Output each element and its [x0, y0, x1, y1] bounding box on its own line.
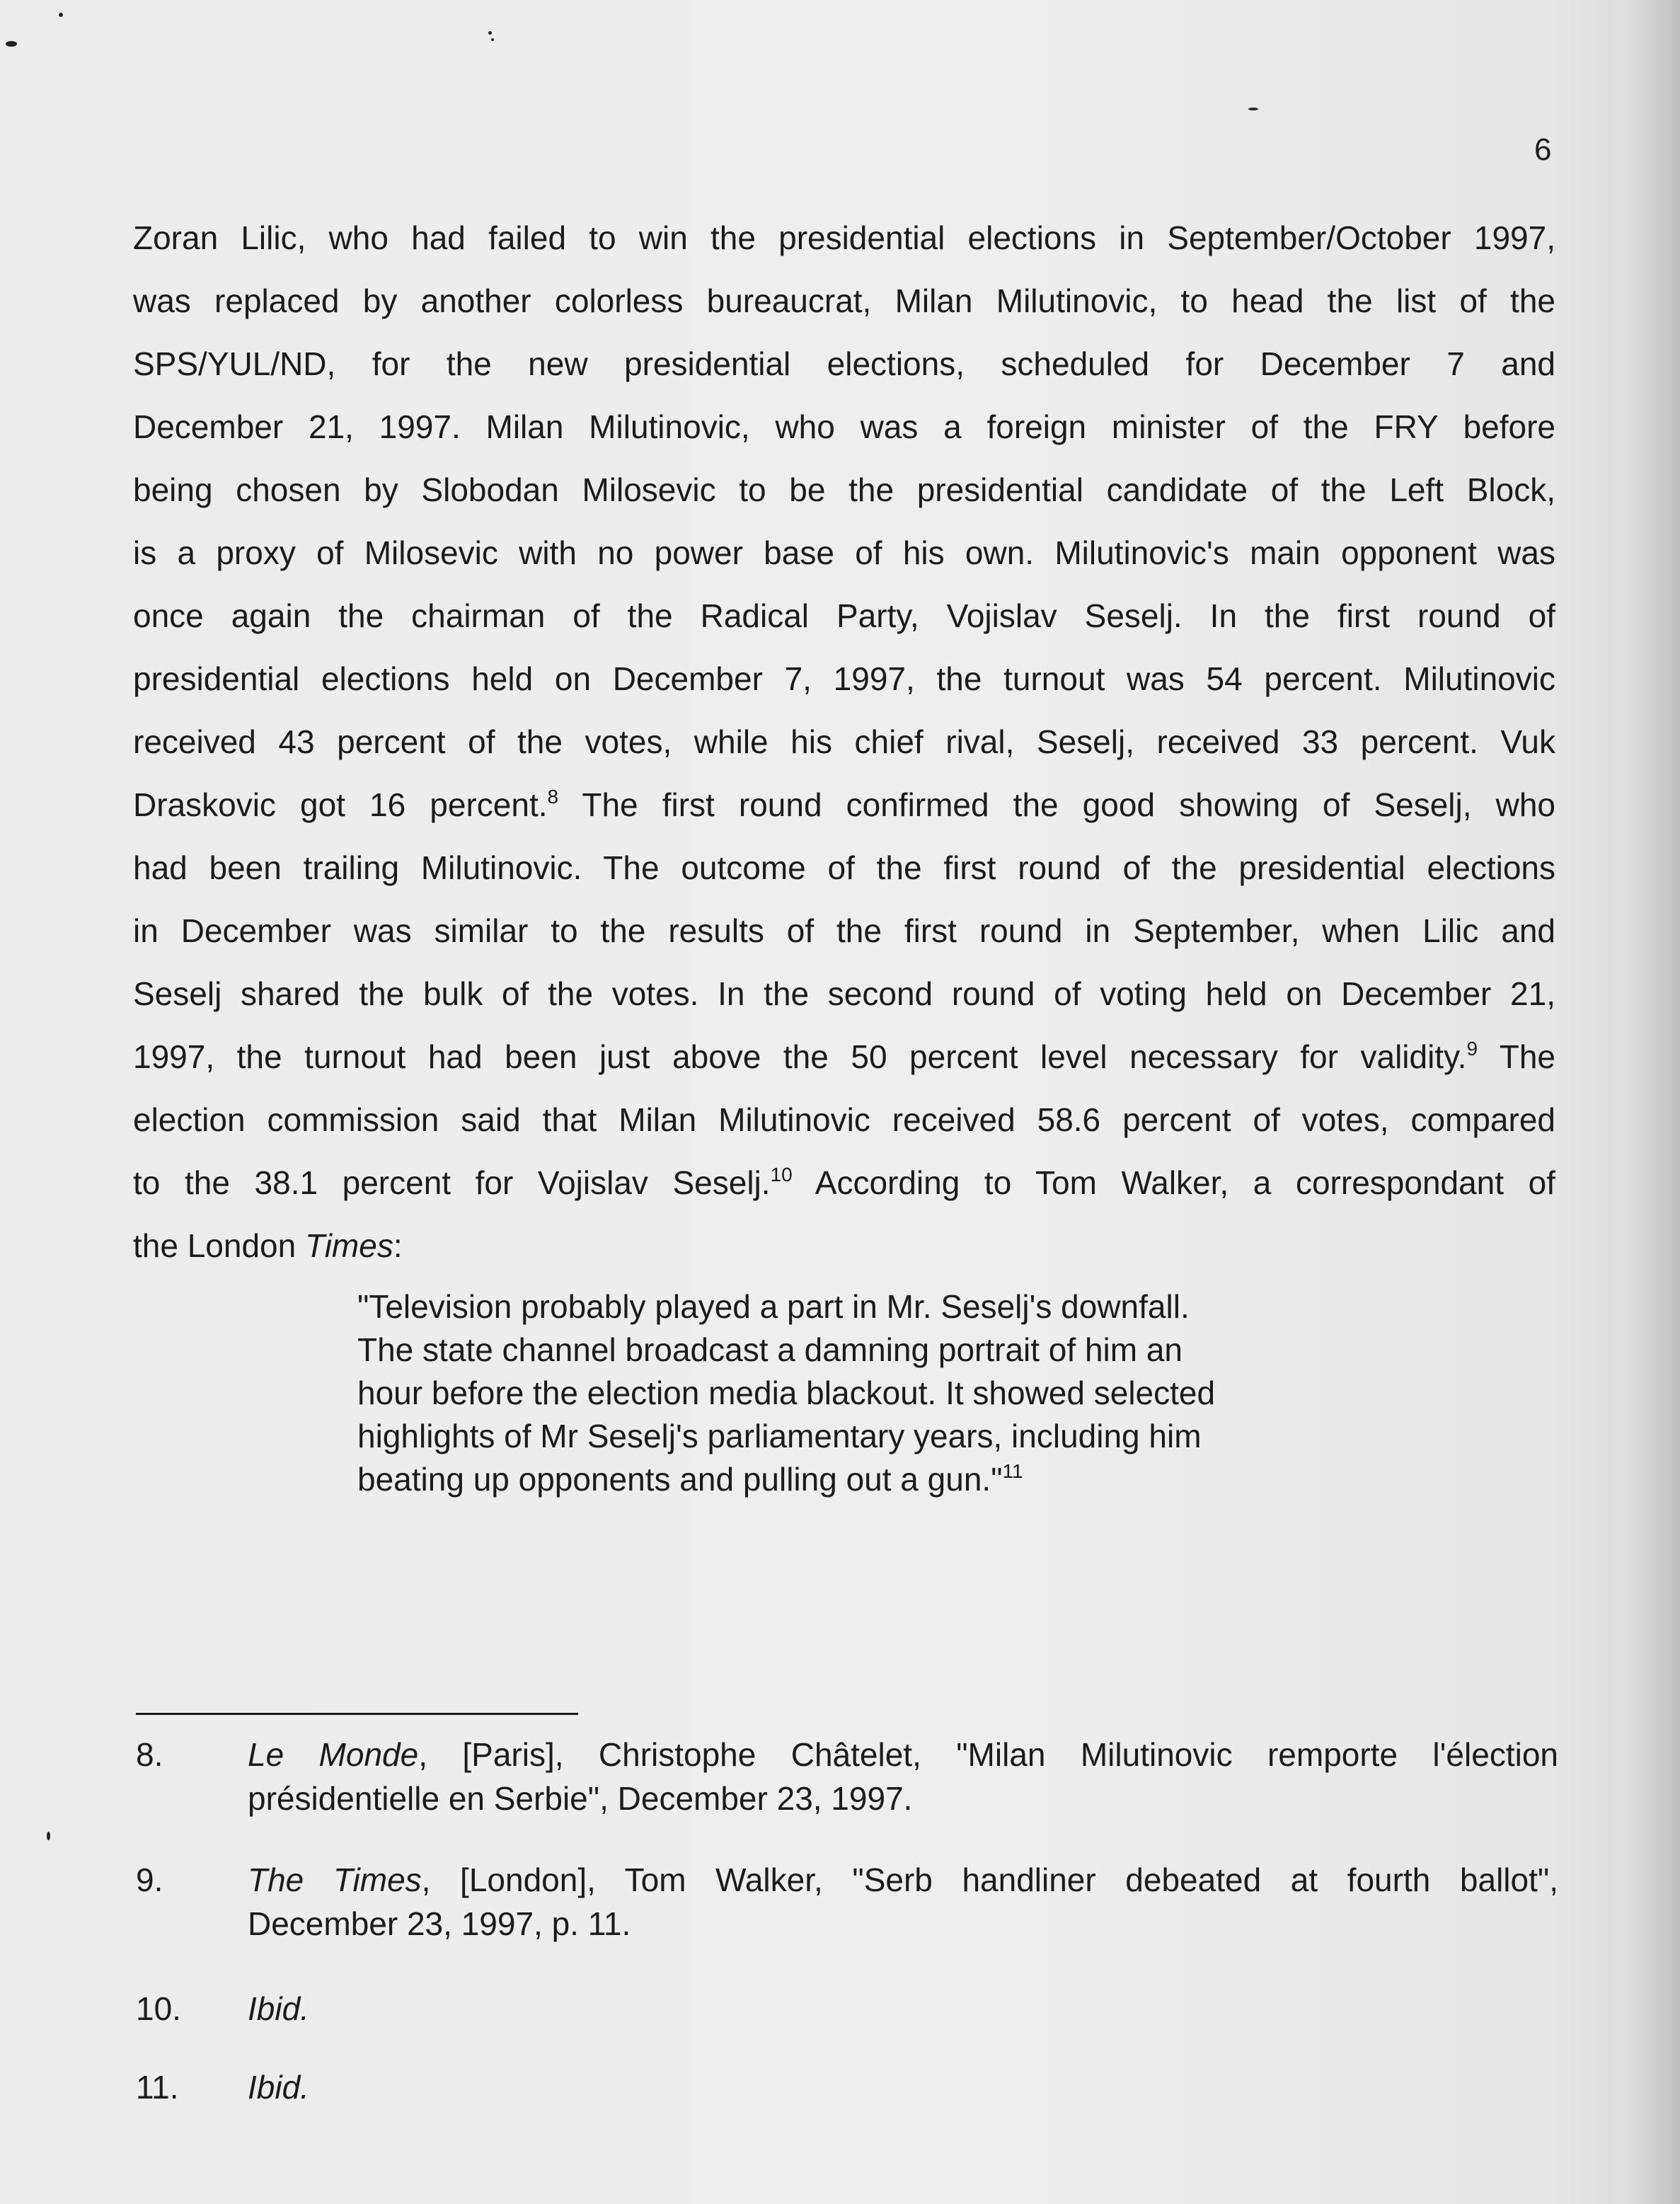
footnote [136, 1858, 1558, 1946]
footnote-text [248, 1987, 1558, 2031]
body-line: presidential elections held on December 7, 1997, the turnout was 54 percent. Milutinovic [133, 660, 1555, 697]
body-text-segment: 1997, the turnout had been just above the 50 percent level necessary for validity. [133, 1038, 1467, 1075]
body-line [133, 1026, 1555, 1089]
footnote-source-title: Le Monde [248, 1736, 419, 1773]
footnote-number: 8. [136, 1736, 163, 1773]
scan-speck [488, 31, 492, 35]
footnote-ref: 9 [1466, 1038, 1478, 1060]
body-text-segment: The first round confirmed the good showing of Seselj, who [558, 786, 1555, 823]
body-text-segment: Draskovic got 16 percent. [133, 786, 548, 823]
quote-line: The state channel broadcast a damning portrait of him an [357, 1331, 1183, 1368]
footnote-line: présidentielle en Serbie", December 23, 1997. [248, 1780, 913, 1817]
body-line: December 21, 1997. Milan Milutinovic, who was a foreign minister of the FRY before [133, 408, 1555, 445]
quote-line: hour before the election media blackout. It showed selected [357, 1374, 1216, 1411]
body-line [133, 1215, 1555, 1278]
body-paragraph [133, 207, 1555, 1278]
block-quote [357, 1285, 1348, 1501]
footnote-separator [136, 1713, 578, 1715]
body-line [133, 1152, 1555, 1215]
scan-speck [491, 38, 494, 41]
footnote-text [248, 2065, 1558, 2109]
body-line: being chosen by Slobodan Milosevic to be the presidential candidate of the Left Block, [133, 471, 1555, 508]
scan-speck [6, 41, 17, 47]
footnote-ref: 8 [547, 786, 559, 808]
quote-line [357, 1458, 1348, 1501]
body-text-segment: According to Tom Walker, a correspondant of [792, 1164, 1556, 1201]
footnote-number: 9. [136, 1861, 163, 1898]
page-number: 6 [1534, 132, 1552, 167]
footnote-source-title: Ibid. [248, 2069, 309, 2106]
footnote-text-segment: , [Paris], Christophe Châtelet, "Milan Milutinovic remporte l'élection [418, 1736, 1558, 1773]
scan-speck [1248, 108, 1258, 110]
body-line: Seselj shared the bulk of the votes. In the second round of voting held on December 21, [133, 975, 1555, 1012]
body-line: in December was similar to the results of the first round in September, when Lilic and [133, 912, 1555, 949]
body-line: once again the chairman of the Radical Party, Vojislav Seselj. In the first round of [133, 597, 1555, 634]
footnote-source-title: Ibid. [248, 1990, 309, 2027]
scan-speck [47, 1832, 50, 1840]
body-text-segment: the London [133, 1227, 306, 1264]
body-line: was replaced by another colorless bureaucrat, Milan Milutinovic, to head the list of the [133, 282, 1555, 319]
footnote-ref: 10 [770, 1164, 793, 1186]
footnote-line [248, 1733, 1558, 1777]
quote-line: "Television probably played a part in Mr. Seselj's downfall. [357, 1288, 1190, 1325]
scan-speck [59, 13, 63, 17]
footnote [136, 1987, 1558, 2031]
footnote-text-segment: , [London], Tom Walker, "Serb handliner debeated at fourth ballot", [421, 1861, 1558, 1898]
body-line: SPS/YUL/ND, for the new presidential elections, scheduled for December 7 and [133, 345, 1555, 382]
page-edge-shadow [1630, 0, 1680, 2204]
body-text-segment: to the 38.1 percent for Vojislav Seselj. [133, 1164, 771, 1201]
italic-title: Times [305, 1227, 393, 1264]
footnote-number: 10. [136, 1990, 181, 2027]
footnote-line [248, 1858, 1558, 1902]
body-text-segment: The [1478, 1038, 1555, 1075]
footnote-line: December 23, 1997, p. 11. [248, 1905, 631, 1942]
body-line: is a proxy of Milosevic with no power base of his own. Milutinovic's main opponent was [133, 534, 1555, 571]
body-line: received 43 percent of the votes, while his chief rival, Seselj, received 33 percent. Vuk [133, 723, 1555, 760]
footnote-text [248, 1858, 1558, 1946]
footnote-text [248, 1733, 1558, 1820]
footnote-ref: 11 [1002, 1460, 1023, 1482]
body-line: had been trailing Milutinovic. The outcome of the first round of the presidential elections [133, 849, 1555, 886]
body-line: Zoran Lilic, who had failed to win the presidential elections in September/October 1997, [133, 219, 1555, 256]
body-text-segment: : [393, 1227, 403, 1264]
footnote-number: 11. [136, 2069, 179, 2106]
quote-line: highlights of Mr Seselj's parliamentary years, including him [357, 1418, 1202, 1454]
footnote-source-title: The Times [248, 1861, 422, 1898]
body-line [133, 774, 1555, 837]
body-line: election commission said that Milan Milutinovic received 58.6 percent of votes, compared [133, 1101, 1555, 1138]
quote-text-segment: beating up opponents and pulling out a gun." [357, 1461, 1003, 1498]
footnote [136, 2065, 1558, 2109]
footnote [136, 1733, 1558, 1820]
